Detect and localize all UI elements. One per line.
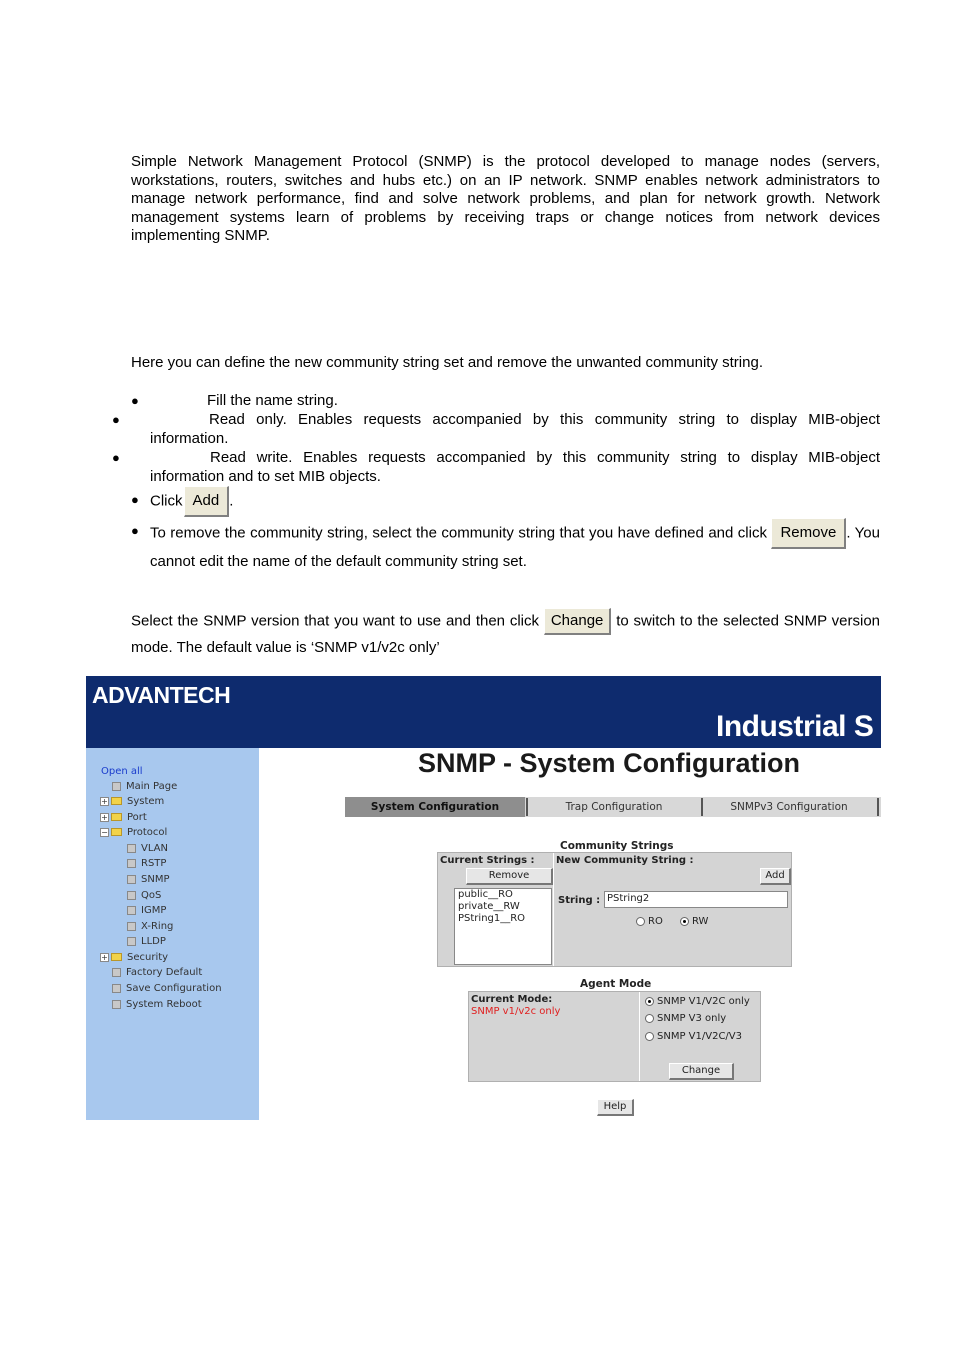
bullet-text: Fill the name string. bbox=[207, 392, 338, 409]
nav-protocol[interactable]: − Protocol bbox=[101, 827, 168, 838]
change-button-inline: Change bbox=[544, 608, 612, 635]
page-icon bbox=[127, 859, 136, 868]
agent-mode-panel bbox=[468, 991, 761, 1082]
list-item[interactable]: public__RO bbox=[458, 889, 513, 900]
nav-factory-default[interactable]: Factory Default bbox=[112, 967, 202, 979]
page-icon bbox=[127, 922, 136, 931]
bullet-dot: ● bbox=[112, 412, 120, 427]
nav-main-page[interactable]: Main Page bbox=[112, 781, 177, 793]
open-all-link[interactable]: Open all bbox=[101, 766, 143, 777]
tab-separator bbox=[877, 798, 879, 816]
current-strings-label: Current Strings : bbox=[440, 855, 535, 866]
agent-text: to switch to the selected SNMP version mode. The default value is ‘SNMP v1/v2c only’ bbox=[131, 612, 881, 656]
list-item[interactable]: private__RW bbox=[458, 901, 520, 912]
plus-icon: + bbox=[101, 952, 108, 962]
bullet-remove bbox=[131, 518, 880, 575]
tab-snmpv3-configuration[interactable]: SNMPv3 Configuration bbox=[730, 801, 848, 813]
page-icon bbox=[112, 968, 121, 977]
page-icon bbox=[127, 906, 136, 915]
page-title: SNMP - System Configuration bbox=[418, 748, 801, 778]
radio-circle-selected bbox=[680, 917, 689, 926]
community-strings-title: Community Strings bbox=[560, 840, 674, 852]
header-banner bbox=[86, 676, 881, 748]
radio-circle bbox=[645, 1032, 654, 1041]
bullet-click-add bbox=[131, 486, 880, 517]
page-icon bbox=[127, 891, 136, 900]
bullet-read-write bbox=[112, 449, 880, 486]
nav-x-ring[interactable]: X-Ring bbox=[127, 921, 173, 933]
tab-bar bbox=[345, 797, 881, 817]
bullet-dot: ● bbox=[112, 450, 120, 465]
nav-security[interactable]: + Security bbox=[101, 952, 169, 963]
community-panel bbox=[437, 852, 792, 967]
remove-button[interactable]: Remove bbox=[466, 868, 553, 885]
folder-icon bbox=[111, 813, 122, 821]
radio-rw[interactable]: RW bbox=[680, 916, 708, 927]
radio-circle bbox=[645, 1014, 654, 1023]
radio-snmp-v3[interactable]: SNMP V3 only bbox=[645, 1013, 726, 1024]
change-button[interactable]: Change bbox=[669, 1063, 734, 1080]
plus-icon: + bbox=[101, 812, 108, 822]
nav-snmp[interactable]: SNMP bbox=[127, 874, 170, 886]
add-button[interactable]: Add bbox=[760, 868, 791, 885]
bullet-dot: ● bbox=[131, 523, 139, 538]
add-button-inline: Add bbox=[184, 486, 230, 517]
agent-mode-paragraph bbox=[131, 608, 880, 661]
string-label: String : bbox=[558, 895, 601, 906]
nav-lldp[interactable]: LLDP bbox=[127, 936, 166, 948]
radio-snmp-v1-v2c-v3[interactable]: SNMP V1/V2C/V3 bbox=[645, 1031, 742, 1042]
bullet-dot: ● bbox=[131, 492, 139, 507]
agent-text: Select the SNMP version that you want to use and then click bbox=[131, 612, 540, 630]
nav-save-configuration[interactable]: Save Configuration bbox=[112, 983, 222, 995]
bullet-text: . You cannot edit the name of the default community string set. bbox=[150, 524, 880, 570]
nav-qos[interactable]: QoS bbox=[127, 890, 161, 902]
advantech-logo: ADVANTECH bbox=[92, 682, 231, 708]
page-icon bbox=[127, 875, 136, 884]
page-icon bbox=[112, 984, 121, 993]
radio-circle bbox=[636, 917, 645, 926]
folder-open-icon bbox=[111, 828, 122, 836]
page-icon bbox=[127, 937, 136, 946]
tab-trap-configuration[interactable]: Trap Configuration bbox=[565, 801, 663, 813]
radio-circle-selected bbox=[645, 997, 654, 1006]
community-intro: Here you can define the new community string set and remove the unwanted community string. bbox=[131, 354, 763, 371]
page-icon bbox=[127, 844, 136, 853]
new-community-string-label: New Community String : bbox=[556, 855, 694, 866]
bullet-text: Read only. Enables requests accompanied by this community string to display MIB-object information. bbox=[150, 411, 880, 447]
nav-system-reboot[interactable]: System Reboot bbox=[112, 999, 202, 1011]
page-icon bbox=[112, 782, 121, 791]
agent-mode-title: Agent Mode bbox=[580, 978, 652, 990]
nav-system[interactable]: + System bbox=[101, 796, 165, 807]
current-mode-value: SNMP v1/v2c only bbox=[471, 1006, 561, 1017]
bullet-name-string bbox=[131, 392, 880, 411]
page-icon bbox=[112, 1000, 121, 1009]
bullet-read-only bbox=[112, 411, 880, 448]
nav-port[interactable]: + Port bbox=[101, 812, 147, 823]
bullet-dot: ● bbox=[131, 393, 139, 408]
folder-icon bbox=[111, 953, 122, 961]
minus-icon: − bbox=[101, 827, 108, 837]
bullet-text: To remove the community string, select the community string that you have defined and click bbox=[150, 524, 767, 542]
nav-igmp[interactable]: IGMP bbox=[127, 905, 166, 917]
snmp-config-screenshot bbox=[86, 676, 881, 1120]
current-mode-label: Current Mode: bbox=[471, 994, 553, 1005]
community-string-input[interactable]: PString2 bbox=[604, 891, 788, 908]
bullet-text: . bbox=[229, 492, 234, 510]
nav-rstp[interactable]: RSTP bbox=[127, 858, 166, 870]
bullet-text: Read write. Enables requests accompanied by this community string to display MIB-object information and to set MIB objects. bbox=[150, 449, 880, 485]
radio-ro[interactable]: RO bbox=[636, 916, 663, 927]
banner-title: Industrial S bbox=[716, 710, 874, 743]
list-item[interactable]: PString1__RO bbox=[458, 913, 526, 924]
tab-system-configuration[interactable]: System Configuration bbox=[345, 797, 525, 817]
folder-icon bbox=[111, 797, 122, 805]
remove-button-inline: Remove bbox=[771, 518, 846, 549]
radio-snmp-v1-v2c[interactable]: SNMP V1/V2C only bbox=[645, 996, 750, 1007]
current-strings-list[interactable] bbox=[454, 888, 552, 965]
nav-vlan[interactable]: VLAN bbox=[127, 843, 168, 855]
sidebar bbox=[86, 748, 259, 1120]
intro-paragraph: Simple Network Management Protocol (SNMP) is the protocol developed to manage nodes (servers, workstations, routers, switches and hubs etc.) on an IP network. SNMP enables network administrators to manage network performance, find and solve network problems, and plan for network growth. Network management systems learn of problems by receiving traps or change notices from network devices implementing SNMP. bbox=[131, 153, 880, 244]
help-button[interactable]: Help bbox=[597, 1099, 634, 1116]
bullet-text: Click bbox=[150, 492, 183, 510]
plus-icon: + bbox=[101, 796, 108, 806]
